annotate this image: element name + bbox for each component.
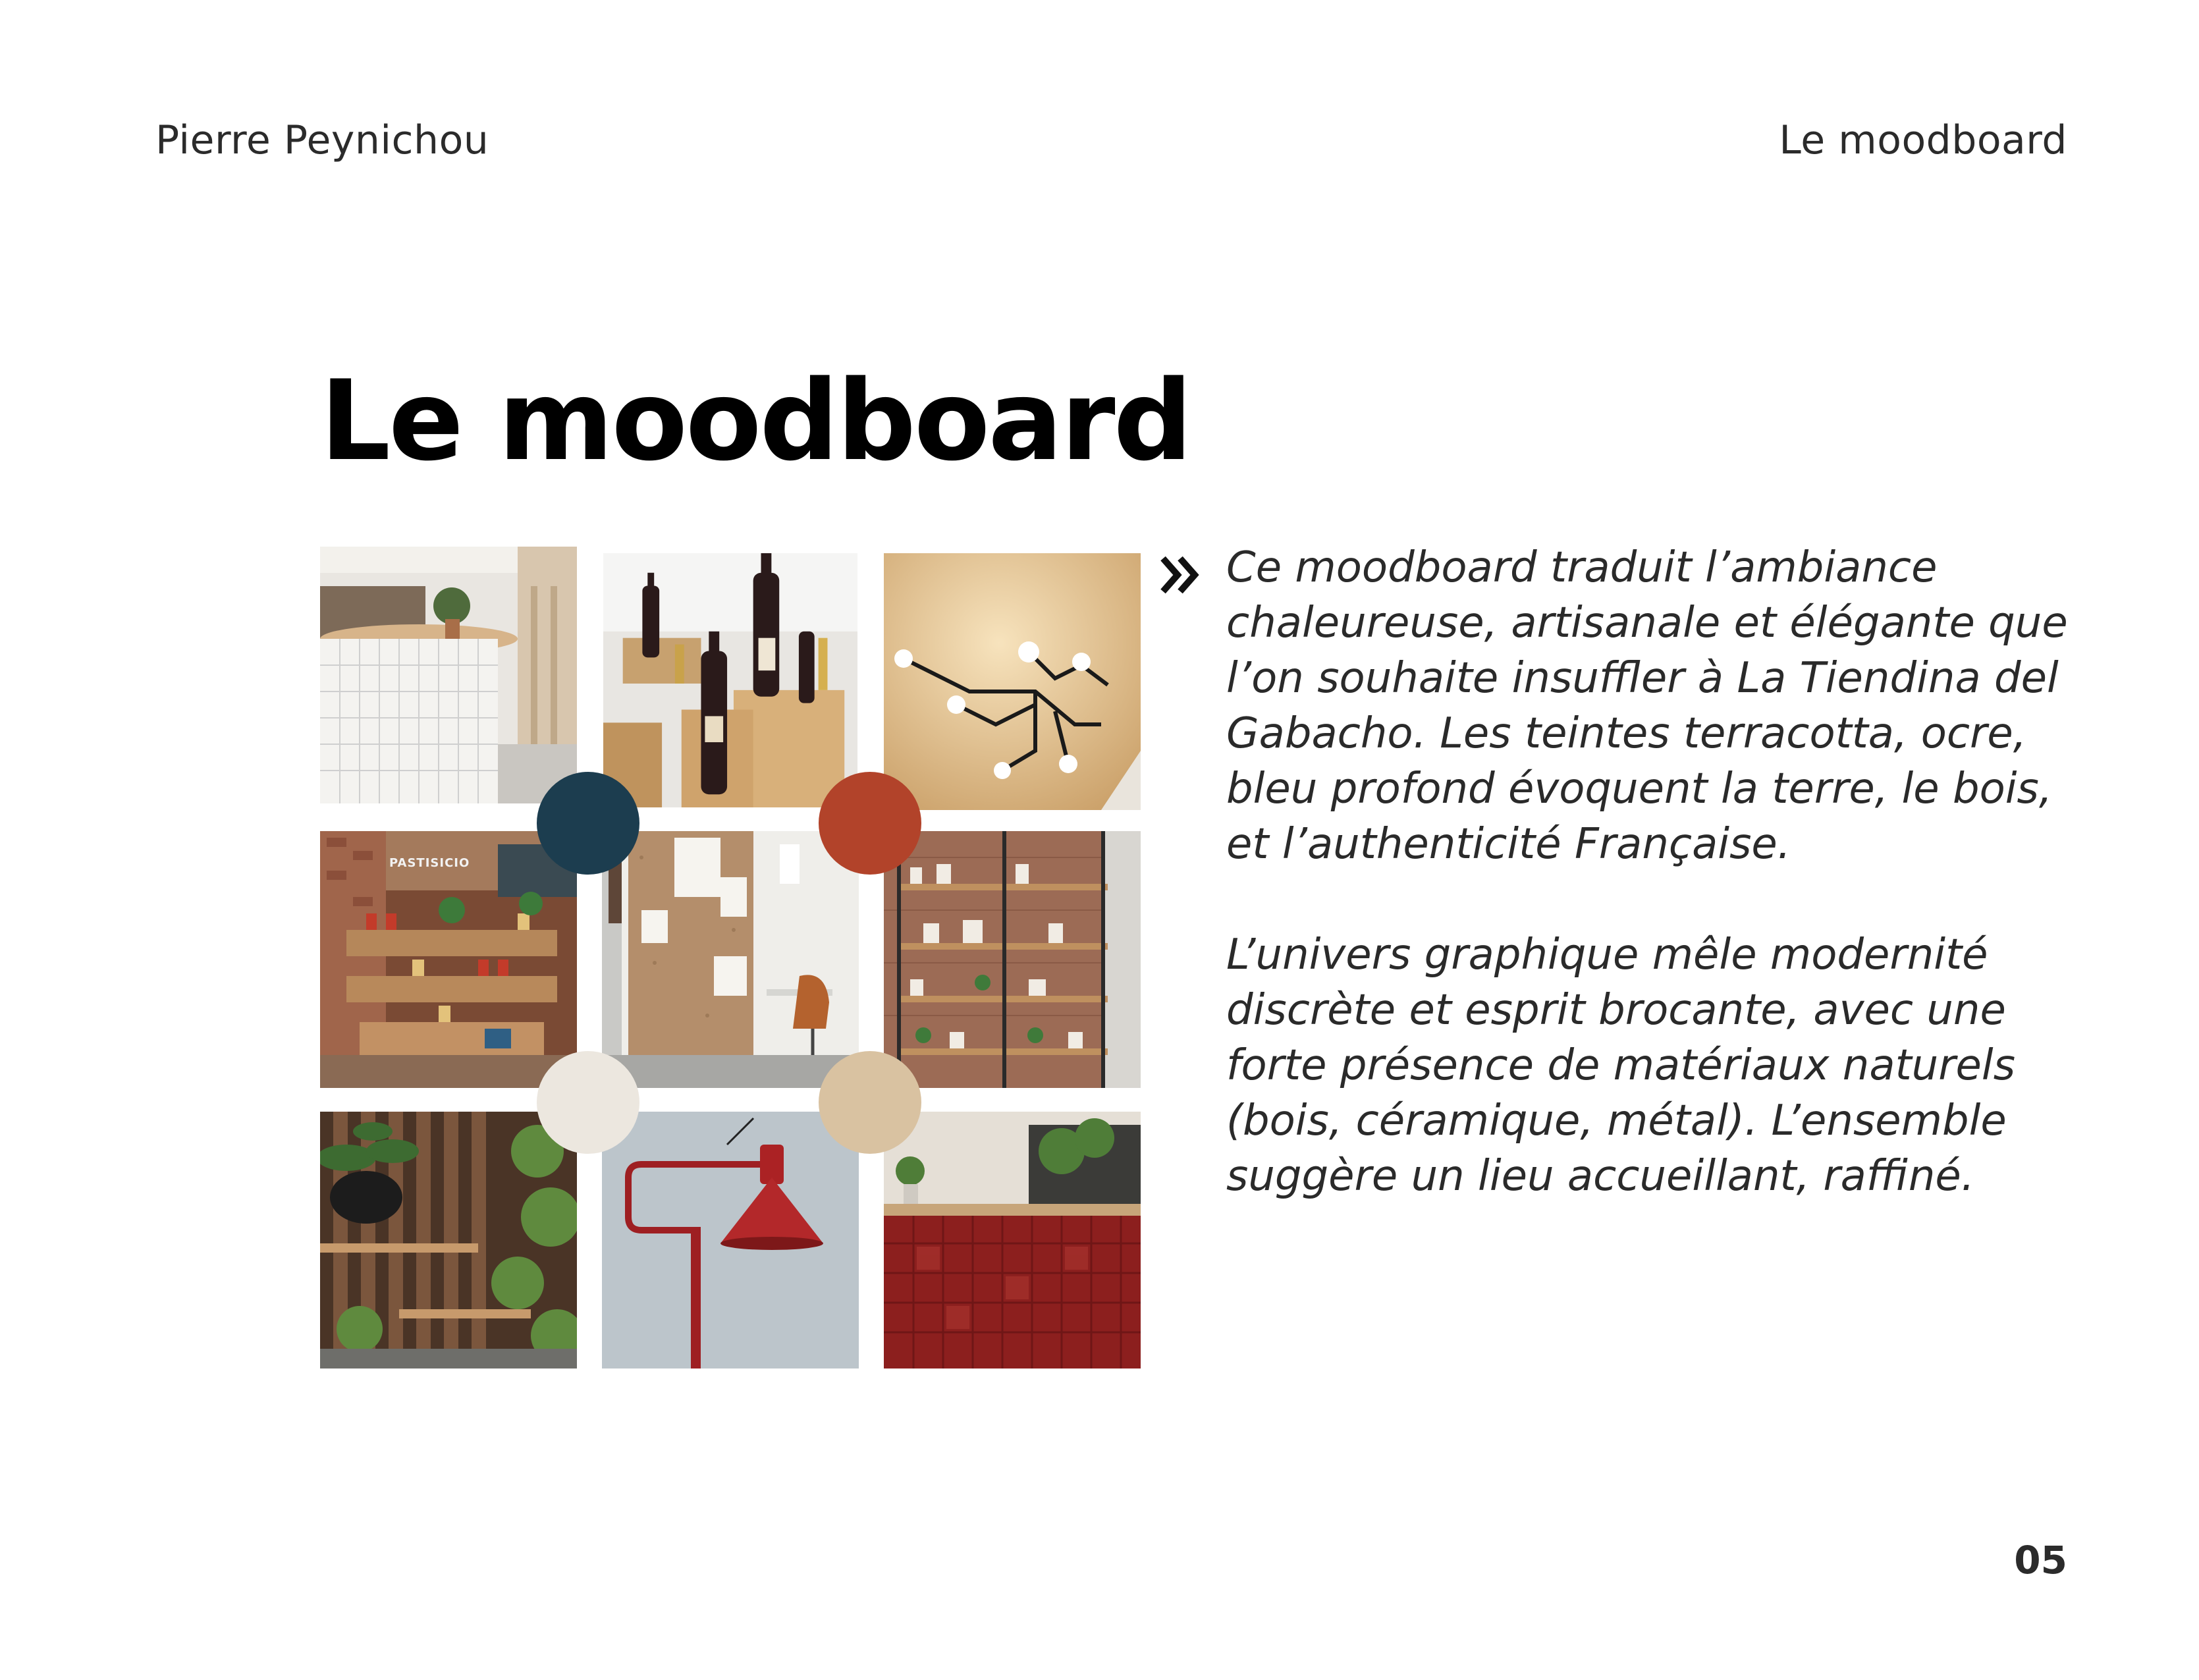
palette-swatch-sand xyxy=(819,1051,921,1154)
moodboard-collage xyxy=(320,547,1141,1368)
palette-swatch-cream xyxy=(537,1051,639,1154)
header-author: Pierre Peynichou xyxy=(155,117,489,163)
palette-swatch-deep-blue xyxy=(537,772,639,875)
paragraph-intro-text-2: . Les teintes terracotta, ocre, bleu profond évoquent la terre, le bois, et l’authenticité Française. xyxy=(1226,709,2053,869)
page-number: 05 xyxy=(2014,1538,2067,1583)
photo-red-tile-counter xyxy=(884,1112,1141,1368)
header-section: Le moodboard xyxy=(1779,117,2067,163)
photo-wood-slats-plants xyxy=(320,1112,577,1368)
photo-cafe-counter xyxy=(320,547,577,803)
photo-ceiling-lights xyxy=(884,553,1141,810)
shop-name-highlight: La Tiendina del Gabacho xyxy=(1226,654,2059,758)
double-chevron-right-icon xyxy=(1158,552,1204,598)
page-title: Le moodboard xyxy=(320,356,1191,485)
palette-swatch-terracotta xyxy=(819,772,921,875)
photo-cork-office xyxy=(602,831,859,1088)
paragraph-intro xyxy=(1226,540,2082,872)
paragraph-intro-text-1: Ce moodboard traduit l’ambiance chaleureuse, artisanale et élégante que l’on souhaite insuffler à xyxy=(1226,543,2068,703)
description-text xyxy=(1226,540,2082,1259)
paragraph-universe: L’univers graphique mêle modernité discrète et esprit brocante, avec une forte présence de matériaux naturels (bois, céramique, métal). L’ensemble suggère un lieu accueillant, raffiné. xyxy=(1226,931,2016,1201)
photo-patisserie-shop xyxy=(320,831,577,1088)
shop-sign-text: PASTISICIO xyxy=(389,856,470,870)
photo-red-lamp xyxy=(602,1112,859,1368)
photo-wine-bottles xyxy=(603,553,857,807)
photo-brick-shelves xyxy=(884,831,1141,1088)
